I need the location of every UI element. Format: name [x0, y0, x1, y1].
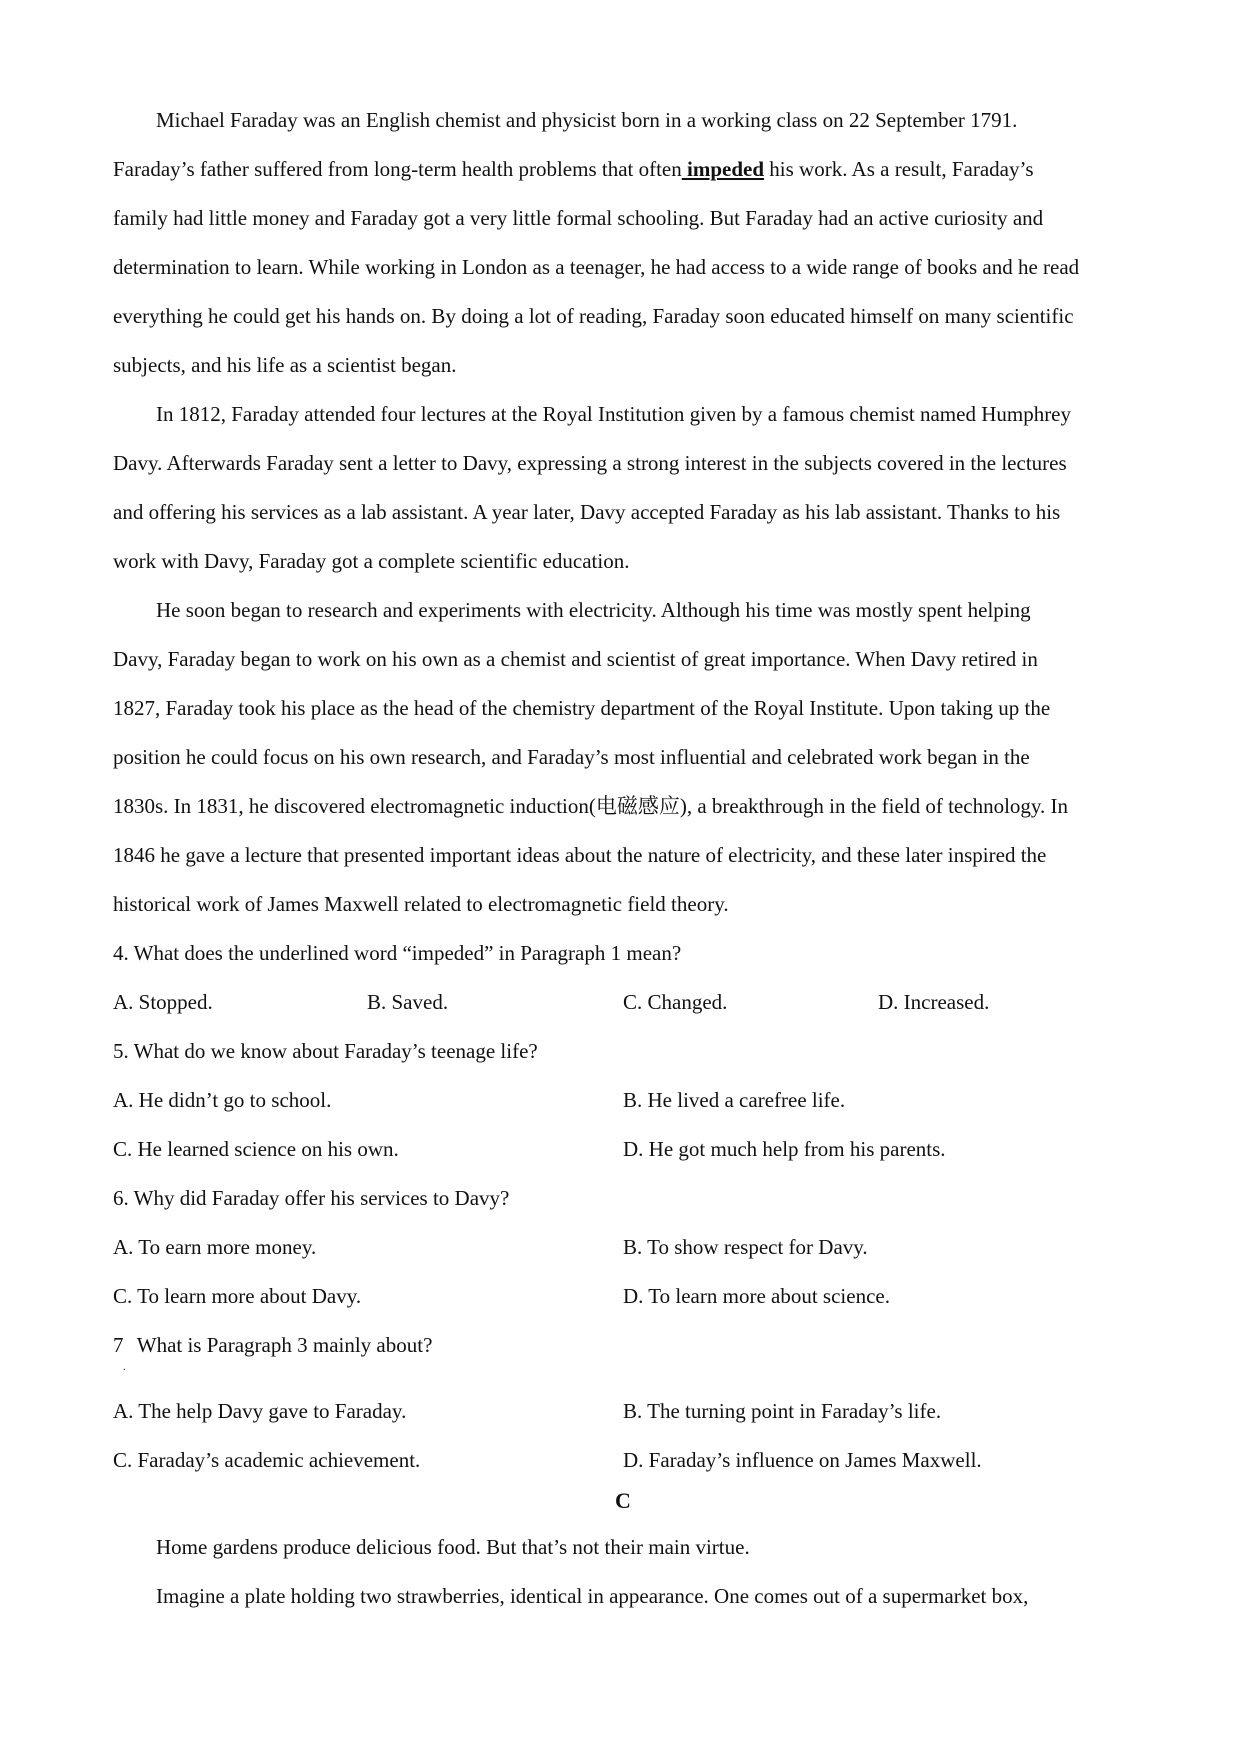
question-stem: 6. Why did Faraday offer his services to Davy? [113, 1186, 510, 1210]
option-c: C. Faraday’s academic achievement. [113, 1448, 421, 1472]
options-row [113, 1076, 1133, 1125]
text-line: and offering his services as a lab assistant. A year later, Davy accepted Faraday as his lab assistant. Thanks to his [113, 500, 1061, 524]
underlined-word-impeded: impeded [681, 157, 765, 181]
options-row [113, 978, 1133, 1027]
option-c: C. He learned science on his own. [113, 1137, 399, 1161]
question-7 [113, 1321, 1133, 1485]
question-number-dot: . [123, 1362, 126, 1373]
text-line: subjects, and his life as a scientist began. [113, 353, 457, 377]
option-a: A. To earn more money. [113, 1235, 317, 1259]
option-a: A. He didn’t go to school. [113, 1088, 332, 1112]
option-a: A. The help Davy gave to Faraday. [113, 1399, 407, 1423]
text-line: family had little money and Faraday got a very little formal schooling. But Faraday had an active curiosity and [113, 206, 1044, 230]
options-row [113, 1387, 1133, 1436]
text-line [113, 145, 1133, 194]
question-stem: 5. What do we know about Faraday’s teenage life? [113, 1039, 538, 1063]
text-line: Home gardens produce delicious food. But that’s not their main virtue. [156, 1535, 750, 1559]
option-d: D. Increased. [878, 990, 990, 1014]
passage-paragraph-3 [113, 586, 1133, 929]
text-line: Davy, Faraday began to work on his own as a chemist and scientist of great importance. When Davy retired in [113, 647, 1038, 671]
text-line: historical work of James Maxwell related to electromagnetic field theory. [113, 892, 729, 916]
text-line: 1830s. In 1831, he discovered electromagnetic induction(电磁感应), a breakthrough in the field of technology. In [113, 794, 1069, 818]
question-6 [113, 1174, 1133, 1321]
text-line: work with Davy, Faraday got a complete scientific education. [113, 549, 630, 573]
option-d: D. To learn more about science. [623, 1284, 890, 1308]
text-span: his work. As a result, Faraday’s [764, 157, 1034, 181]
text-line: Michael Faraday was an English chemist and physicist born in a working class on 22 September 1791. [156, 108, 1018, 132]
text-line: In 1812, Faraday attended four lectures at the Royal Institution given by a famous chemist named Humphrey [156, 402, 1072, 426]
question-4 [113, 929, 1133, 1027]
text-line: 1846 he gave a lecture that presented important ideas about the nature of electricity, and these later inspired the [113, 843, 1047, 867]
option-b: B. Saved. [367, 990, 449, 1014]
option-a: A. Stopped. [113, 990, 213, 1014]
question-5 [113, 1027, 1133, 1174]
passage-paragraph-1 [113, 96, 1133, 390]
question-number: 7 [113, 1333, 124, 1357]
text-line: He soon began to research and experiments with electricity. Although his time was mostly spent helping [156, 598, 1031, 622]
options-row [113, 1436, 1133, 1485]
option-b: B. He lived a carefree life. [623, 1088, 846, 1112]
option-d: D. Faraday’s influence on James Maxwell. [623, 1448, 982, 1472]
options-row [113, 1125, 1133, 1174]
text-line: Davy. Afterwards Faraday sent a letter to Davy, expressing a strong interest in the subjects covered in the lectures [113, 451, 1067, 475]
text-line: 1827, Faraday took his place as the head of the chemistry department of the Royal Institute. Upon taking up the [113, 696, 1051, 720]
options-row [113, 1223, 1133, 1272]
section-heading-c: C [615, 1488, 631, 1513]
option-d: D. He got much help from his parents. [623, 1137, 946, 1161]
option-c: C. Changed. [623, 990, 728, 1014]
question-stem [113, 1321, 1133, 1387]
text-line: Imagine a plate holding two strawberries, identical in appearance. One comes out of a supermarket box, [156, 1584, 1029, 1608]
text-span: Faraday’s father suffered from long-term health problems that often [113, 157, 682, 181]
text-line: determination to learn. While working in London as a teenager, he had access to a wide range of books and he read [113, 255, 1080, 279]
options-row [113, 1272, 1133, 1321]
option-b: B. To show respect for Davy. [623, 1235, 868, 1259]
option-b: B. The turning point in Faraday’s life. [623, 1399, 942, 1423]
question-stem: 4. What does the underlined word “impeded” in Paragraph 1 mean? [113, 941, 682, 965]
text-line: position he could focus on his own research, and Faraday’s most influential and celebrated work began in the [113, 745, 1030, 769]
option-c: C. To learn more about Davy. [113, 1284, 362, 1308]
question-text: What is Paragraph 3 mainly about? [136, 1333, 433, 1357]
text-line: everything he could get his hands on. By doing a lot of reading, Faraday soon educated himself on many scientific [113, 304, 1074, 328]
document-content [113, 96, 1133, 1621]
passage-paragraph-2 [113, 390, 1133, 586]
